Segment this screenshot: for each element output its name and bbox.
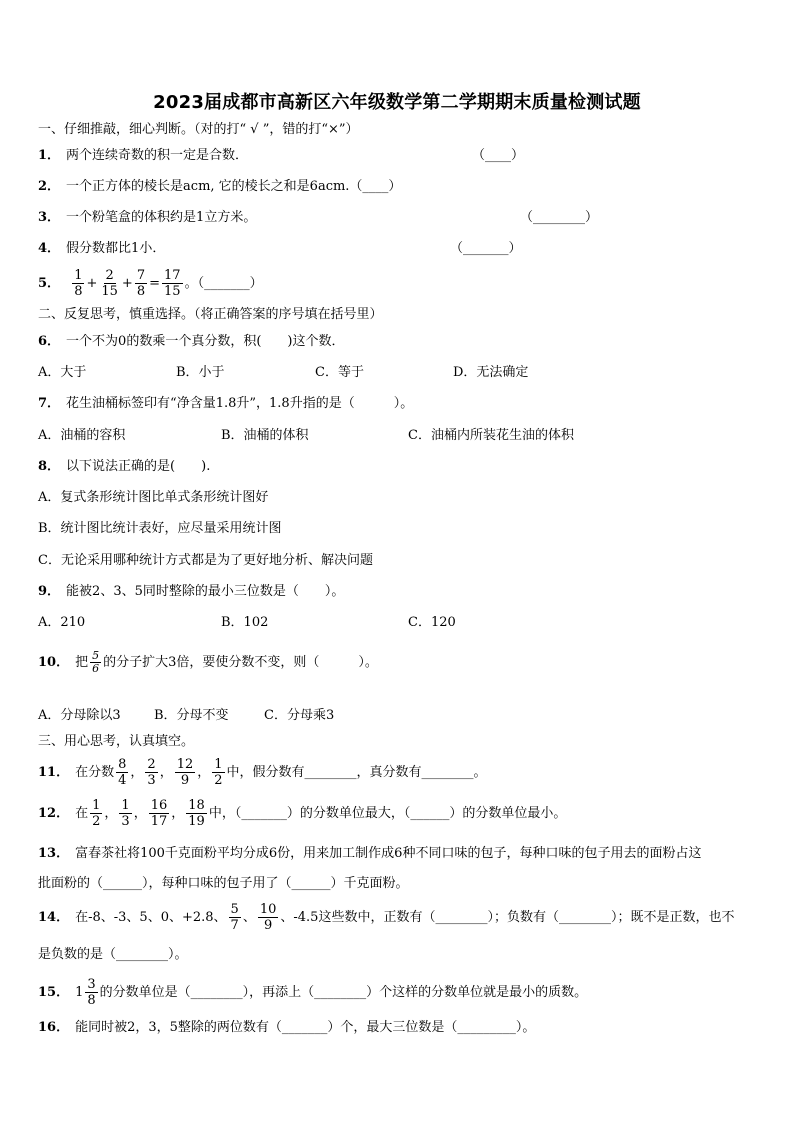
option-c[interactable]: C．无论采用哪种统计方式都是为了更好地分析、解决问题 [38, 553, 373, 568]
question-text: 能被2、3、5同时整除的最小三位数是（ ）。 [66, 584, 345, 599]
option-a[interactable]: A．复式条形统计图比单式条形统计图好 [38, 490, 269, 505]
question-text[interactable]: 能同时被2，3，5整除的两位数有（_______）个，最大三位数是（_________）。 [75, 1020, 536, 1035]
question-number: 11． [38, 765, 70, 780]
question-4 [38, 241, 165, 257]
question-text: 在-8、-3、5、0、+2.8、 [75, 910, 227, 925]
option-b[interactable]: B．油桶的体积 [221, 428, 309, 443]
option-a[interactable]: A．210 [38, 615, 86, 630]
question-1 [38, 148, 248, 164]
option-a[interactable]: A．油桶的容积 [38, 428, 126, 443]
question-text: 在分数 [75, 765, 115, 780]
question-text: 一个正方体的棱长是acm, 它的棱长之和是6acm.（____） [66, 179, 402, 194]
question-text: 花生油桶标签印有“净含量1.8升”，1.8升指的是（ ）。 [66, 396, 414, 411]
question-9 [38, 584, 344, 600]
page-title: 2023届成都市高新区六年级数学第二学期期末质量检测试题 [153, 92, 641, 113]
answer-blank[interactable]: 中，（_______）的分数单位最大，（______）的分数单位最小。 [208, 806, 567, 821]
question-13-line-2[interactable]: 批面粉的（______），每种口味的包子用了（______）千克面粉。 [38, 876, 409, 891]
question-text[interactable]: 的分数单位是（________），再添上（________）个这样的分数单位就是最小的质数。 [99, 985, 588, 1000]
answer-blank[interactable]: （_______） [450, 241, 522, 256]
question-number: 13． [38, 846, 70, 861]
question-number: 6． [38, 334, 61, 349]
option-b[interactable]: B．102 [221, 615, 269, 630]
fraction: $\frac{12}{9}$ [176, 757, 194, 788]
question-8 [38, 459, 210, 475]
option-a[interactable]: A．分母除以3 [38, 708, 121, 723]
fraction: $\frac{8}{4}$ [118, 757, 127, 788]
section-1-heading: 一、仔细推敲，细心判断。（对的打“ √ ”，错的打“×”） [38, 122, 359, 137]
option-d[interactable]: D．无法确定 [453, 365, 529, 380]
question-15 [38, 975, 587, 1011]
option-b[interactable]: B．统计图比统计表好，应尽量采用统计图 [38, 521, 282, 536]
option-c[interactable]: C．等于 [315, 365, 364, 380]
question-5: 5． $\frac{1}{8}$ + $\frac{2}{15}$ + $\frac{7}{8}$ = $\frac{17}{15}$ 。（_______） [38, 268, 263, 299]
question-10 [38, 648, 378, 678]
question-text: 一个粉笔盒的体积约是1立方米。 [66, 210, 257, 225]
fraction: $\frac{16}{17}$ [150, 798, 168, 829]
question-text: 两个连续奇数的积一定是合数． [66, 148, 249, 163]
fraction: $\frac{17}{15}$ [164, 268, 181, 299]
fraction: $\frac{1}{2}$ [214, 757, 223, 788]
question-2 [38, 179, 401, 195]
question-number: 4． [38, 241, 61, 256]
fraction: $\frac{3}{8}$ [87, 977, 96, 1008]
fraction: $\frac{18}{19}$ [188, 798, 205, 829]
question-number: 12． [38, 806, 70, 821]
answer-blank[interactable]: （____） [472, 148, 525, 163]
fraction: $\frac{5}{7}$ [230, 902, 239, 933]
question-number: 7． [38, 396, 61, 411]
mixed-number-whole: 1 [75, 985, 84, 1000]
question-13 [38, 846, 701, 862]
answer-blank[interactable]: 中，假分数有________，真分数有________。 [226, 765, 487, 780]
option-c[interactable]: C．油桶内所装花生油的体积 [408, 428, 574, 443]
answer-blank[interactable]: （________） [520, 210, 599, 225]
option-a[interactable]: A．大于 [38, 365, 87, 380]
question-12: 12． 在 $\frac{1}{2}$ ， $\frac{1}{3}$ ， $\frac{16}{17}$ ， $\frac{18}{19}$ 中，（_______）的分数单位最大，（______）的分数单位最小。 [38, 798, 567, 829]
question-number: 10． [38, 655, 70, 670]
question-text: 以下说法正确的是( ). [66, 459, 211, 474]
option-c[interactable]: C．分母乘3 [264, 708, 335, 723]
section-3-heading: 三、用心思考，认真填空。 [38, 734, 195, 749]
question-6 [38, 334, 344, 350]
answer-blank[interactable]: 。（_______） [184, 276, 263, 291]
fraction: $\frac{10}{9}$ [259, 902, 277, 933]
section-2-heading: 二、反复思考，慎重选择。（将正确答案的序号填在括号里） [38, 307, 383, 322]
question-16 [38, 1020, 535, 1036]
question-number: 9． [38, 584, 61, 599]
fraction: $\frac{2}{15}$ [101, 268, 118, 299]
question-number: 8． [38, 459, 61, 474]
question-text: 假分数都比1小． [66, 241, 166, 256]
fraction: $\frac{1}{2}$ [92, 798, 101, 829]
question-text: 在 [75, 806, 89, 821]
question-number: 14． [38, 910, 70, 925]
fraction: $\frac{1}{8}$ [74, 268, 83, 299]
fraction: $\frac{2}{3}$ [147, 757, 156, 788]
question-number: 15． [38, 985, 70, 1000]
question-number: 5． [38, 276, 61, 291]
question-14: 14． 在-8、-3、5、0、+2.8、 $\frac{5}{7}$ 、 $\frac{10}{9}$ 、-4.5这些数中，正数有（________）；负数有（________）；既不是正数，也不 [38, 902, 735, 933]
question-text[interactable]: 、-4.5这些数中，正数有（________）；负数有（________）；既不是正数，也不 [280, 910, 735, 925]
option-b[interactable]: B．小于 [176, 365, 225, 380]
fraction: $\frac{7}{8}$ [136, 268, 146, 299]
question-number: 3． [38, 210, 61, 225]
question-number: 1． [38, 148, 61, 163]
question-7 [38, 396, 413, 412]
fraction: $\frac{1}{3}$ [121, 798, 130, 829]
question-text: 富春茶社将100千克面粉平均分成6份，用来加工制作成6种不同口味的包子，每种口味的包子用去的面粉占这 [75, 846, 702, 861]
question-text: 把 [75, 655, 89, 670]
question-11: 11． 在分数 $\frac{8}{4}$ ， $\frac{2}{3}$ ， $\frac{12}{9}$ ， $\frac{1}{2}$ 中，假分数有________，真分数有________。 [38, 757, 487, 788]
fraction: $\frac{5}{6}$ [92, 649, 100, 675]
option-b[interactable]: B．分母不变 [154, 708, 229, 723]
question-text: 一个不为0的数乘一个真分数，积( )这个数． [66, 334, 345, 349]
question-text: 的分子扩大3倍，要使分数不变，则（ ）。 [103, 655, 378, 670]
option-c[interactable]: C．120 [408, 615, 456, 630]
question-14-line-2[interactable]: 是负数的是（________）。 [38, 947, 188, 962]
question-3 [38, 210, 256, 226]
question-number: 2． [38, 179, 61, 194]
question-number: 16． [38, 1020, 70, 1035]
